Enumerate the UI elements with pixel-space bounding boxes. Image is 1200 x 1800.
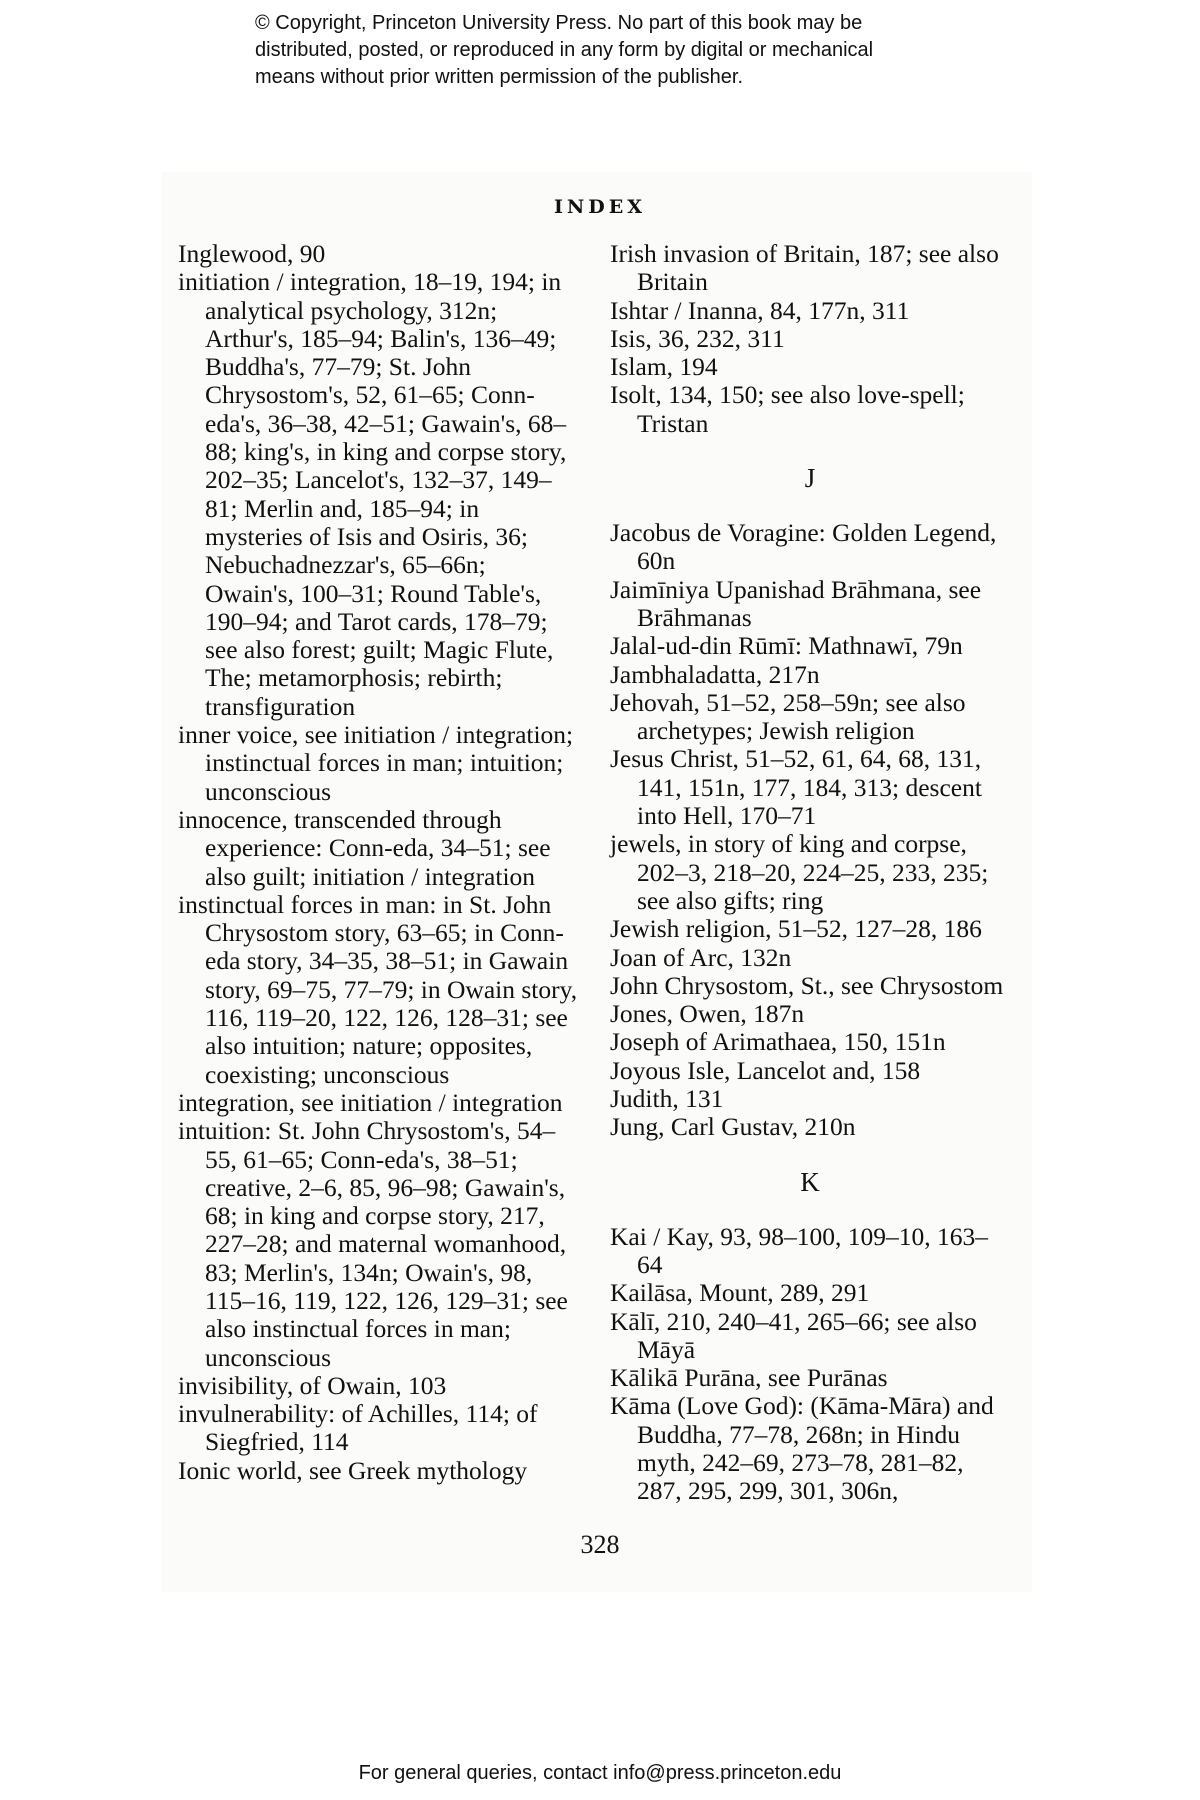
index-entry: integration, see initiation / integration	[178, 1087, 563, 1117]
index-entry: Kai / Kay, 93, 98–100, 109–10, 163–64	[610, 1221, 988, 1279]
index-entry: John Chrysostom, St., see Chrysostom	[610, 970, 1004, 1000]
index-entry: Joyous Isle, Lancelot and, 158	[610, 1055, 921, 1085]
section-letter-k: K	[800, 1166, 820, 1197]
page-heading: INDEX	[554, 196, 646, 218]
index-entry: Kālikā Purāna, see Purānas	[610, 1363, 888, 1393]
index-entry: Jacobus de Voragine: Golden Legend, 60n	[610, 518, 997, 576]
copyright-notice	[255, 10, 995, 91]
index-entry: invisibility, of Owain, 103	[178, 1370, 447, 1400]
index-entry: Ishtar / Inanna, 84, 177n, 311	[610, 295, 910, 325]
index-entry: Jehovah, 51–52, 258–59n; see also archetypes; Jewish religion	[610, 687, 966, 746]
index-entry: Jones, Owen, 187n	[610, 999, 805, 1029]
index-entry: Judith, 131	[610, 1084, 724, 1114]
index-entry: innocence, transcended through experience: Conn-eda, 34–51; see also guilt; initiation / integration	[178, 804, 551, 891]
index-column-left	[178, 240, 578, 1485]
section-letter-j: J	[804, 463, 816, 494]
index-entry: inner voice, see initiation / integration; instinctual forces in man; intuition; unconscious	[178, 720, 574, 806]
index-column-right	[610, 240, 1010, 1506]
index-entry: initiation / integration, 18–19, 194; in analytical psychology, 312n; Arthur's, 185–94; Balin's, 136–49; Buddha's, 77–79; St. John Chrysostom's, 52, 61–65; Conn-eda's, 36–38, 42–51; Gawain's, 68–88; king's, in king and corpse story, 202–35; Lancelot's, 132–37, 149–81; Merlin and, 185–94; in mysteries of Isis and Osiris, 36; Nebuchadnezzar's, 65–66n; Owain's, 100–31; Round Table's, 190–94; and Tarot cards, 178–79; see also forest; guilt; Magic Flute, The; metamorphosis; rebirth; transfiguration	[178, 267, 567, 721]
index-entry: Ionic world, see Greek mythology	[178, 1455, 528, 1485]
index-entry: Jewish religion, 51–52, 127–28, 186	[610, 914, 982, 944]
footer-contact: For general queries, contact info@press.princeton.edu	[358, 1762, 842, 1784]
index-entry: invulnerability: of Achilles, 114; of Siegfried, 114	[178, 1399, 538, 1457]
index-entry: Joseph of Arimathaea, 150, 151n	[610, 1027, 946, 1057]
index-entry: Jalal-ud-din Rūmī: Mathnawī, 79n	[610, 631, 963, 661]
index-entry: Kālī, 210, 240–41, 265–66; see also Māyā	[610, 1306, 977, 1364]
index-entry: Jung, Carl Gustav, 210n	[610, 1112, 856, 1142]
index-entry: Kāma (Love God): (Kāma-Māra) and Buddha, 77–78, 268n; in Hindu myth, 242–69, 273–78, 281–82, 287, 295, 299, 301, 306n,	[610, 1391, 994, 1506]
index-entry: Joan of Arc, 132n	[610, 942, 792, 972]
index-entry: intuition: St. John Chrysostom's, 54–55, 61–65; Conn-eda's, 38–51; creative, 2–6, 85, 96–98; Gawain's, 68; in king and corpse story, 217, 227–28; and maternal womanhood, 83; Merlin's, 134n; Owain's, 98, 115–16, 119, 122, 126, 129–31; see also instinctual forces in man; unconscious	[178, 1116, 568, 1372]
index-entry: jewels, in story of king and corpse, 202–3, 218–20, 224–25, 233, 235; see also gifts; ring	[610, 829, 989, 915]
page-number: 328	[580, 1530, 620, 1559]
index-entry: Jesus Christ, 51–52, 61, 64, 68, 131, 141, 151n, 177, 184, 313; descent into Hell, 170–71	[610, 744, 982, 831]
index-entry: Jambhaladatta, 217n	[610, 659, 820, 689]
index-entry: Isolt, 134, 150; see also love-spell; Tristan	[610, 380, 965, 438]
index-entry: Inglewood, 90	[178, 239, 326, 268]
index-entry: Jaimīniya Upanishad Brāhmana, see Brāhmanas	[610, 574, 982, 632]
index-entry: Irish invasion of Britain, 187; see also Britain	[610, 239, 999, 297]
index-entry: instinctual forces in man: in St. John Chrysostom story, 63–65; in Conn-eda story, 34–35, 38–51; in Gawain story, 69–75, 77–79; in Owain story, 116, 119–20, 122, 126, 128–31; see also intuition; nature; opposites, coexisting; unconscious	[178, 889, 578, 1089]
index-entry: Islam, 194	[610, 352, 718, 382]
index-entry: Kailāsa, Mount, 289, 291	[610, 1278, 870, 1308]
copyright-line: distributed, posted, or reproduced in any form by digital or mechanical	[255, 39, 874, 61]
copyright-line: means without prior written permission of the publisher.	[255, 66, 744, 88]
copyright-line: © Copyright, Princeton University Press. No part of this book may be	[255, 12, 863, 34]
index-entry: Isis, 36, 232, 311	[610, 323, 785, 353]
